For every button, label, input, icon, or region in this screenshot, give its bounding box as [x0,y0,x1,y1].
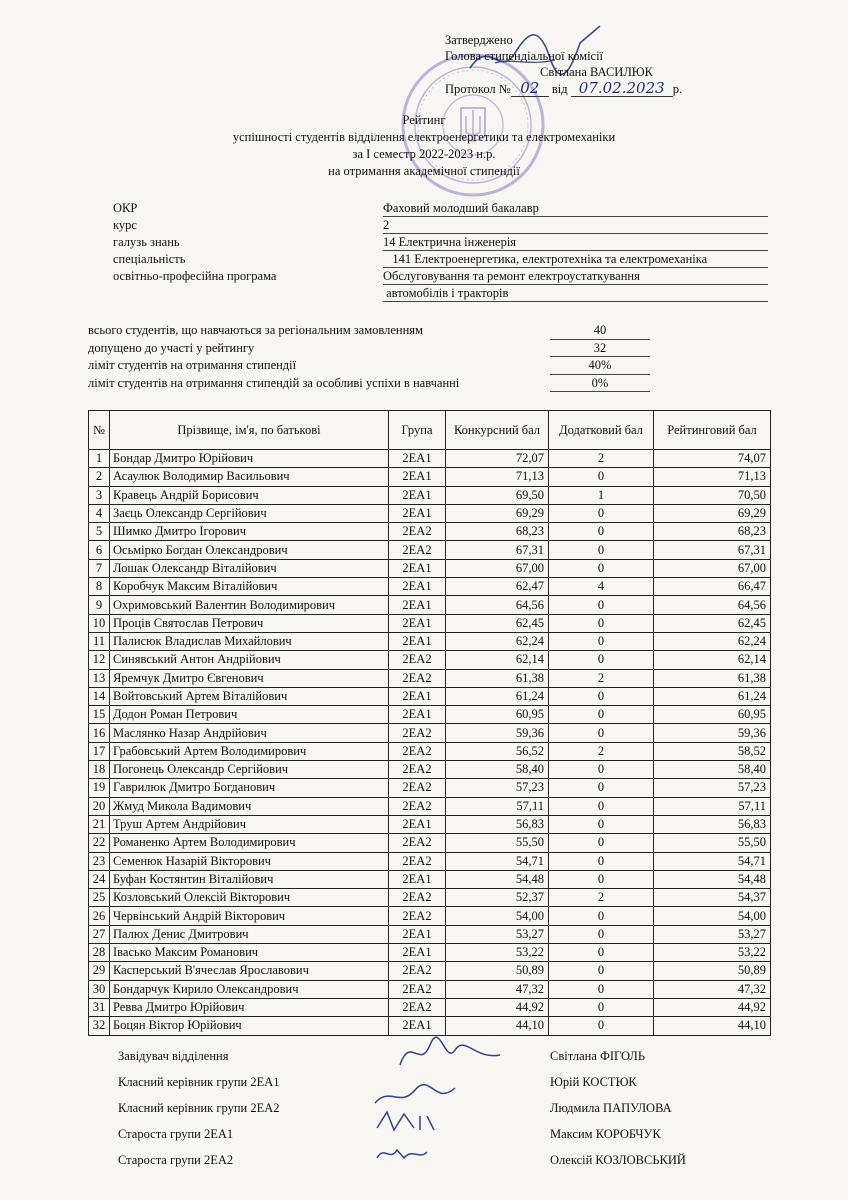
info-label: спеціальність [113,252,186,266]
cell-group: 2ЕА2 [389,742,446,760]
info-value: 14 Електрична інженерія [383,234,768,251]
cell-competitive-score: 53,27 [446,925,549,943]
cell-student-name: Осьмірко Богдан Олександрович [110,541,389,559]
cell-number: 17 [89,742,110,760]
enrollment-stats [88,322,658,392]
cell-rating-score: 62,24 [654,632,771,650]
info-label: освітньо-професійна програма [113,269,277,283]
signature-row [118,1150,738,1176]
signature-role: Класний керівник групи 2ЕА2 [118,1101,280,1115]
cell-bonus-score: 2 [549,742,654,760]
cell-number: 9 [89,596,110,614]
cell-student-name: Труш Артем Андрійович [110,815,389,833]
cell-rating-score: 54,48 [654,870,771,888]
cell-competitive-score: 62,14 [446,651,549,669]
col-header-number: № [89,411,110,450]
info-value: автомобілів і тракторів [383,285,768,302]
cell-bonus-score: 0 [549,504,654,522]
cell-competitive-score: 52,37 [446,889,549,907]
table-row [89,797,771,815]
protocol-year-suffix: р. [672,82,683,96]
cell-rating-score: 71,13 [654,468,771,486]
cell-bonus-score: 0 [549,559,654,577]
cell-rating-score: 57,11 [654,797,771,815]
cell-student-name: Проців Святослав Петрович [110,614,389,632]
stat-value: 0% [550,375,650,393]
cell-student-name: Войтовський Артем Віталійович [110,687,389,705]
cell-number: 4 [89,504,110,522]
cell-student-name: Лошак Олександр Віталійович [110,559,389,577]
title-line-3: за І семестр 2022-2023 н.р. [352,147,496,161]
cell-rating-score: 58,52 [654,742,771,760]
cell-student-name: Грабовський Артем Володимирович [110,742,389,760]
signature-role: Завідувач відділення [118,1049,229,1063]
title-line-2: успішності студентів відділення електроенергетики та електромеханіки [232,130,616,144]
info-value: 2 [383,217,768,234]
cell-group: 2ЕА1 [389,870,446,888]
cell-competitive-score: 64,56 [446,596,549,614]
cell-student-name: Романенко Артем Володимирович [110,834,389,852]
cell-competitive-score: 62,45 [446,614,549,632]
stat-value: 40% [550,357,650,375]
cell-number: 1 [89,450,110,468]
info-label: галузь знань [113,235,180,249]
table-row [89,578,771,596]
cell-group: 2ЕА1 [389,559,446,577]
cell-number: 31 [89,998,110,1016]
table-row [89,834,771,852]
cell-group: 2ЕА2 [389,998,446,1016]
cell-student-name: Маслянко Назар Андрійович [110,724,389,742]
table-row [89,651,771,669]
cell-number: 22 [89,834,110,852]
rating-table [88,410,771,1036]
protocol-number: 02 [511,80,549,97]
cell-rating-score: 54,71 [654,852,771,870]
signature-name: Світлана ФІГОЛЬ [550,1049,646,1063]
cell-rating-score: 47,32 [654,980,771,998]
cell-number: 7 [89,559,110,577]
title-line-4: на отримання академічної стипендії [328,164,520,178]
cell-group: 2ЕА1 [389,596,446,614]
table-row [89,889,771,907]
cell-number: 26 [89,907,110,925]
cell-group: 2ЕА1 [389,815,446,833]
cell-bonus-score: 0 [549,632,654,650]
cell-rating-score: 74,07 [654,450,771,468]
signature-name: Олексій КОЗЛОВСЬКИЙ [550,1153,686,1167]
cell-rating-score: 54,00 [654,907,771,925]
cell-competitive-score: 54,71 [446,852,549,870]
table-row [89,596,771,614]
signatures-block [118,1046,738,1176]
cell-rating-score: 67,00 [654,559,771,577]
cell-competitive-score: 60,95 [446,706,549,724]
stat-label: ліміт студентів на отримання стипендії [88,358,297,372]
cell-number: 32 [89,1017,110,1035]
table-row [89,669,771,687]
table-row [89,852,771,870]
cell-competitive-score: 62,47 [446,578,549,596]
signature-row [118,1072,738,1098]
cell-student-name: Коробчук Максим Віталійович [110,578,389,596]
cell-student-name: Асаулюк Володимир Васильович [110,468,389,486]
cell-rating-score: 60,95 [654,706,771,724]
cell-bonus-score: 0 [549,651,654,669]
cell-competitive-score: 44,92 [446,998,549,1016]
cell-group: 2ЕА1 [389,486,446,504]
cell-group: 2ЕА1 [389,706,446,724]
stat-value: 32 [550,340,650,358]
cell-number: 11 [89,632,110,650]
info-value: Фаховий молодший бакалавр [383,200,768,217]
stat-row [88,340,658,358]
table-row [89,742,771,760]
cell-bonus-score: 0 [549,468,654,486]
cell-group: 2ЕА2 [389,541,446,559]
cell-number: 16 [89,724,110,742]
info-row [113,217,768,234]
cell-student-name: Бондарчук Кирило Олександрович [110,980,389,998]
cell-student-name: Івасько Максим Романович [110,944,389,962]
cell-bonus-score: 0 [549,706,654,724]
table-row [89,998,771,1016]
cell-rating-score: 62,14 [654,651,771,669]
cell-competitive-score: 67,00 [446,559,549,577]
cell-student-name: Гаврилюк Дмитро Богданович [110,779,389,797]
cell-rating-score: 53,22 [654,944,771,962]
cell-student-name: Додон Роман Петрович [110,706,389,724]
cell-competitive-score: 69,29 [446,504,549,522]
cell-bonus-score: 0 [549,815,654,833]
cell-competitive-score: 67,31 [446,541,549,559]
cell-number: 20 [89,797,110,815]
cell-competitive-score: 72,07 [446,450,549,468]
signature-row [118,1124,738,1150]
table-row [89,962,771,980]
cell-rating-score: 56,83 [654,815,771,833]
cell-bonus-score: 0 [549,596,654,614]
cell-group: 2ЕА2 [389,852,446,870]
cell-bonus-score: 2 [549,669,654,687]
table-row [89,614,771,632]
signature-role: Класний керівник групи 2ЕА1 [118,1075,280,1089]
cell-bonus-score: 0 [549,761,654,779]
cell-group: 2ЕА1 [389,632,446,650]
cell-bonus-score: 0 [549,834,654,852]
signature-role: Староста групи 2ЕА1 [118,1127,234,1141]
cell-number: 19 [89,779,110,797]
cell-rating-score: 44,92 [654,998,771,1016]
cell-bonus-score: 0 [549,980,654,998]
stat-row [88,322,658,340]
table-header-row [89,411,771,450]
cell-student-name: Ревва Дмитро Юрійович [110,998,389,1016]
cell-student-name: Яремчук Дмитро Євгенович [110,669,389,687]
info-label [113,285,383,302]
cell-rating-score: 59,36 [654,724,771,742]
table-row [89,944,771,962]
info-label: ОКР [113,201,138,215]
stat-value: 40 [550,322,650,340]
cell-bonus-score: 0 [549,998,654,1016]
table-row [89,925,771,943]
cell-competitive-score: 58,40 [446,761,549,779]
cell-group: 2ЕА1 [389,578,446,596]
cell-rating-score: 55,50 [654,834,771,852]
cell-rating-score: 54,37 [654,889,771,907]
cell-competitive-score: 69,50 [446,486,549,504]
cell-bonus-score: 0 [549,779,654,797]
cell-bonus-score: 0 [549,614,654,632]
cell-rating-score: 61,38 [654,669,771,687]
info-row [113,268,768,285]
cell-group: 2ЕА2 [389,779,446,797]
document-title [0,112,848,180]
cell-bonus-score: 1 [549,486,654,504]
cell-student-name: Бондар Дмитро Юрійович [110,450,389,468]
col-header-bonus-score: Додатковий бал [549,411,654,450]
cell-number: 15 [89,706,110,724]
cell-number: 6 [89,541,110,559]
cell-competitive-score: 47,32 [446,980,549,998]
table-body [89,450,771,1036]
info-label: курс [113,218,137,232]
cell-number: 28 [89,944,110,962]
cell-competitive-score: 55,50 [446,834,549,852]
cell-student-name: Шимко Дмитро Ігорович [110,523,389,541]
cell-competitive-score: 61,24 [446,687,549,705]
cell-number: 8 [89,578,110,596]
cell-rating-score: 62,45 [654,614,771,632]
table-row [89,779,771,797]
cell-rating-score: 57,23 [654,779,771,797]
info-row [113,285,768,302]
table-row [89,980,771,998]
cell-student-name: Боцян Віктор Юрійович [110,1017,389,1035]
cell-student-name: Палисюк Владислав Михайлович [110,632,389,650]
cell-competitive-score: 54,48 [446,870,549,888]
cell-group: 2ЕА1 [389,504,446,522]
cell-number: 27 [89,925,110,943]
cell-bonus-score: 0 [549,962,654,980]
table-row [89,907,771,925]
table-row [89,559,771,577]
info-value: 141 Електроенергетика, електротехніка та електромеханіка [383,251,768,268]
cell-rating-score: 67,31 [654,541,771,559]
table-row [89,632,771,650]
cell-competitive-score: 62,24 [446,632,549,650]
cell-rating-score: 44,10 [654,1017,771,1035]
cell-student-name: Синявський Антон Андрійович [110,651,389,669]
table-row [89,687,771,705]
cell-competitive-score: 44,10 [446,1017,549,1035]
cell-number: 24 [89,870,110,888]
table-row [89,504,771,522]
cell-bonus-score: 0 [549,523,654,541]
cell-bonus-score: 0 [549,852,654,870]
cell-number: 18 [89,761,110,779]
table-row [89,761,771,779]
cell-competitive-score: 54,00 [446,907,549,925]
protocol-prefix: Протокол № [445,82,511,96]
stat-row [88,375,658,393]
stat-label: всього студентів, що навчаються за регіональним замовленням [88,323,423,337]
info-row [113,251,768,268]
cell-bonus-score: 0 [549,541,654,559]
cell-number: 14 [89,687,110,705]
col-header-group: Група [389,411,446,450]
cell-bonus-score: 0 [549,944,654,962]
cell-competitive-score: 59,36 [446,724,549,742]
cell-student-name: Палюх Денис Дмитрович [110,925,389,943]
cell-rating-score: 53,27 [654,925,771,943]
signature-name: Максим КОРОБЧУК [550,1127,661,1141]
info-row [113,200,768,217]
cell-rating-score: 66,47 [654,578,771,596]
table-row [89,724,771,742]
cell-group: 2ЕА2 [389,980,446,998]
cell-number: 23 [89,852,110,870]
cell-number: 30 [89,980,110,998]
stat-row [88,357,658,375]
signature-row [118,1098,738,1124]
cell-group: 2ЕА2 [389,962,446,980]
cell-number: 13 [89,669,110,687]
cell-student-name: Погонець Олександр Сергійович [110,761,389,779]
cell-student-name: Касперський В'ячеслав Ярославович [110,962,389,980]
cell-number: 5 [89,523,110,541]
cell-competitive-score: 50,89 [446,962,549,980]
cell-competitive-score: 53,22 [446,944,549,962]
cell-rating-score: 70,50 [654,486,771,504]
cell-group: 2ЕА2 [389,834,446,852]
table-row [89,541,771,559]
info-row [113,234,768,251]
cell-student-name: Семенюк Назарій Вікторович [110,852,389,870]
protocol-date: 07.02.2023 [571,80,673,97]
cell-number: 2 [89,468,110,486]
table-row [89,706,771,724]
cell-competitive-score: 57,11 [446,797,549,815]
approval-title: Затверджено [445,33,513,47]
cell-group: 2ЕА2 [389,669,446,687]
approval-chair-name: Світлана ВАСИЛЮК [540,65,653,79]
title-line-1: Рейтинг [402,113,446,127]
cell-student-name: Заєць Олександр Сергійович [110,504,389,522]
cell-bonus-score: 0 [549,797,654,815]
table-row [89,486,771,504]
col-header-name: Прізвище, ім'я, по батькові [110,411,389,450]
cell-group: 2ЕА1 [389,450,446,468]
cell-student-name: Кравець Андрій Борисович [110,486,389,504]
cell-group: 2ЕА1 [389,614,446,632]
cell-group: 2ЕА2 [389,523,446,541]
cell-rating-score: 68,23 [654,523,771,541]
cell-student-name: Червінський Андрій Вікторович [110,907,389,925]
cell-student-name: Жмуд Микола Вадимович [110,797,389,815]
cell-bonus-score: 4 [549,578,654,596]
cell-number: 29 [89,962,110,980]
cell-bonus-score: 0 [549,925,654,943]
cell-group: 2ЕА2 [389,651,446,669]
cell-bonus-score: 2 [549,889,654,907]
cell-rating-score: 64,56 [654,596,771,614]
cell-group: 2ЕА2 [389,724,446,742]
approval-position: Голова стипендіальної комісії [445,49,604,63]
cell-bonus-score: 0 [549,907,654,925]
cell-number: 3 [89,486,110,504]
signature-name: Юрій КОСТЮК [550,1075,637,1089]
cell-group: 2ЕА1 [389,925,446,943]
table-row [89,468,771,486]
table-row [89,870,771,888]
protocol-from: від [551,82,568,96]
table-row [89,450,771,468]
signature-row [118,1046,738,1072]
cell-rating-score: 50,89 [654,962,771,980]
cell-group: 2ЕА1 [389,1017,446,1035]
cell-competitive-score: 56,52 [446,742,549,760]
program-info [113,200,768,302]
col-header-rating-score: Рейтинговий бал [654,411,771,450]
cell-competitive-score: 71,13 [446,468,549,486]
cell-group: 2ЕА2 [389,797,446,815]
cell-student-name: Буфан Костянтин Віталійович [110,870,389,888]
cell-number: 25 [89,889,110,907]
info-value: Обслуговування та ремонт електроустаткування [383,268,768,285]
cell-group: 2ЕА2 [389,889,446,907]
cell-group: 2ЕА2 [389,761,446,779]
approval-protocol [445,80,705,97]
cell-group: 2ЕА1 [389,944,446,962]
cell-number: 12 [89,651,110,669]
col-header-competitive-score: Конкурсний бал [446,411,549,450]
cell-number: 10 [89,614,110,632]
cell-competitive-score: 61,38 [446,669,549,687]
cell-bonus-score: 0 [549,1017,654,1035]
cell-bonus-score: 0 [549,687,654,705]
cell-bonus-score: 2 [549,450,654,468]
cell-competitive-score: 56,83 [446,815,549,833]
stat-label: ліміт студентів на отримання стипендій за особливі успіхи в навчанні [88,375,460,390]
cell-student-name: Охримовський Валентин Володимирович [110,596,389,614]
cell-bonus-score: 0 [549,724,654,742]
stat-label: допущено до участі у рейтингу [88,340,255,355]
approval-block [445,32,705,97]
cell-competitive-score: 57,23 [446,779,549,797]
table-row [89,815,771,833]
cell-number: 21 [89,815,110,833]
cell-rating-score: 61,24 [654,687,771,705]
cell-rating-score: 69,29 [654,504,771,522]
cell-group: 2ЕА1 [389,687,446,705]
cell-competitive-score: 68,23 [446,523,549,541]
cell-student-name: Козловський Олексій Вікторович [110,889,389,907]
cell-group: 2ЕА2 [389,907,446,925]
cell-bonus-score: 0 [549,870,654,888]
table-row [89,523,771,541]
cell-group: 2ЕА1 [389,468,446,486]
cell-rating-score: 58,40 [654,761,771,779]
signature-name: Людмила ПАПУЛОВА [550,1101,672,1115]
signature-role: Староста групи 2ЕА2 [118,1153,234,1167]
